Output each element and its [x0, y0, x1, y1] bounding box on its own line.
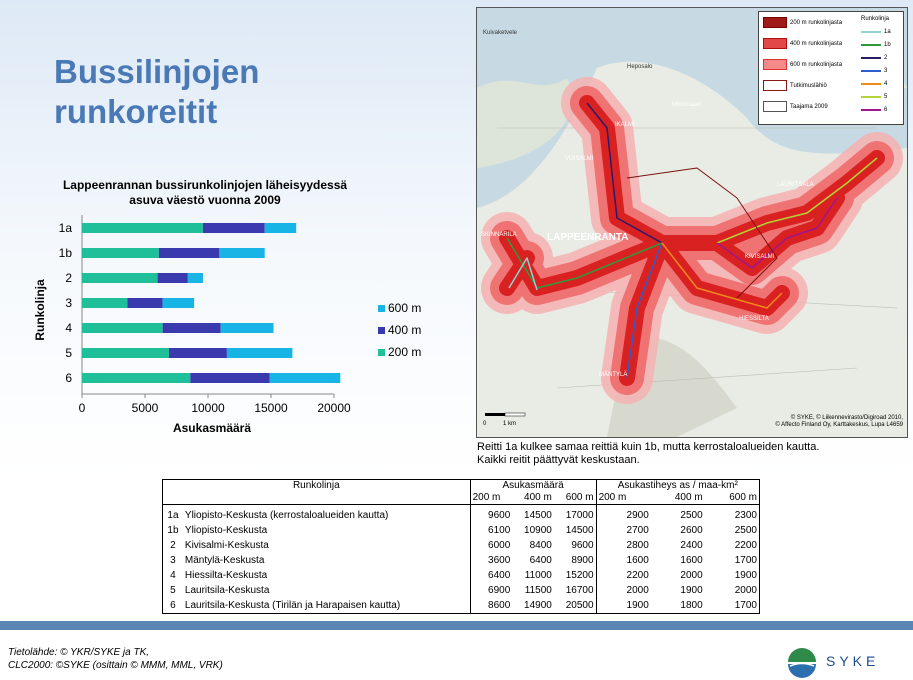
map-legend-route-line	[861, 83, 881, 85]
map-legend-route-header: Runkolinja	[861, 16, 890, 22]
bar-6-200m	[82, 373, 190, 383]
bar-6-600m	[270, 373, 341, 383]
table-cell-value: 6900	[470, 583, 512, 598]
map-place-ikalmi: IKALMI	[615, 122, 635, 128]
table-cell-name: Mäntylä-Keskusta	[184, 554, 265, 566]
table-cell-value: 3600	[470, 553, 512, 568]
map-caption-line2: Kaikki reitit päättyvät keskustaan.	[477, 454, 640, 466]
map-legend-item	[763, 16, 858, 29]
legend-label-200m: 200 m	[388, 345, 422, 359]
footer-band	[0, 621, 913, 630]
map-legend-route	[861, 25, 901, 38]
table-subheader-row	[163, 492, 760, 505]
map-legend-swatch	[763, 38, 787, 49]
map-copyright-line2: © Affecto Finland Oy, Karttakeskus, Lupa L4659	[775, 422, 903, 428]
table-cell-value: 2000	[680, 569, 703, 581]
bar-4-600m	[221, 323, 274, 333]
table-cell-value: 2400	[680, 539, 703, 551]
population-bar-chart	[28, 215, 448, 455]
table-header-population: Asukasmäärä	[470, 480, 596, 493]
table-subheader-blank	[163, 492, 471, 505]
x-tick-label: 20000	[317, 401, 351, 415]
y-tick-label: 5	[65, 346, 72, 360]
table-row	[163, 523, 760, 538]
map-place-heposalo: Heposalo	[627, 64, 653, 70]
table-cell-name: Yliopisto-Keskusta	[184, 524, 268, 536]
table-cell-value: 8400	[529, 539, 552, 551]
table-cell-value: 8900	[571, 554, 594, 566]
table-cell-value: 2200	[596, 568, 651, 583]
table-body	[163, 505, 760, 614]
bar-1a-600m	[265, 223, 297, 233]
table-cell-id: 2	[163, 538, 183, 553]
map-legend-item	[763, 58, 858, 71]
table-header-density: Asukastiheys as / maa-km²	[596, 480, 759, 493]
table-cell-value: 2200	[705, 538, 760, 553]
table-cell-value: 6100	[470, 523, 512, 538]
table-cell-id: 1b	[163, 523, 183, 538]
table-cell-value: 6000	[470, 538, 512, 553]
table-row	[163, 583, 760, 598]
y-tick-label: 2	[65, 271, 72, 285]
map-scale-label: 1 km	[503, 421, 517, 427]
map-legend-route	[861, 103, 901, 116]
syke-logo	[786, 644, 902, 678]
table-cell-value: 6400	[470, 568, 512, 583]
map-legend-route-label: 3	[884, 67, 888, 74]
table-cell-id: 4	[163, 568, 183, 583]
y-tick-label: 3	[65, 296, 72, 310]
bar-3-400m	[127, 298, 162, 308]
x-tick-label: 0	[78, 401, 86, 415]
map-legend-item	[763, 100, 858, 113]
table-subheader: 200 m	[596, 492, 651, 505]
bar-2-400m	[158, 273, 188, 283]
table-cell-value: 15200	[565, 569, 594, 581]
slide-title	[54, 52, 259, 132]
map-place-kivisalmi: KIVISALMI	[745, 254, 775, 260]
map-legend-label: 200 m runkolinjasta	[790, 19, 843, 26]
slide-title-line2: runkoreitit	[54, 93, 218, 130]
map-legend-route-line	[861, 109, 881, 111]
map-place-mikonsaari: Mikonsaari	[672, 102, 702, 108]
bar-2-600m	[188, 273, 203, 283]
map-place-hiessilta: HIESSILTA	[739, 316, 769, 322]
source-footer	[8, 646, 223, 672]
table-row	[163, 568, 760, 583]
bar-1b-200m	[82, 248, 159, 258]
table-row	[163, 505, 760, 524]
x-tick-label: 15000	[254, 401, 288, 415]
table-cell-value: 11500	[524, 584, 552, 596]
map-place-lappeenranta: LAPPEENRANTA	[547, 232, 629, 243]
map-legend-route-line	[861, 31, 881, 33]
table-cell-value: 11000	[524, 569, 552, 581]
legend-swatch-200m	[378, 349, 385, 356]
table-row	[163, 538, 760, 553]
table-cell-value: 9600	[571, 539, 594, 551]
table-cell-value: 1700	[705, 598, 760, 614]
map-legend-route-line	[861, 57, 881, 59]
bar-4-400m	[163, 323, 221, 333]
map-legend-routes	[861, 16, 901, 116]
map-legend-route-label: 2	[884, 54, 888, 61]
map-legend-swatch	[763, 101, 787, 112]
source-line1: Tietolähde: © YKR/SYKE ja TK,	[8, 647, 150, 658]
route-map[interactable]	[476, 7, 908, 438]
table-cell-value: 2700	[596, 523, 651, 538]
map-legend-label: Tutkimuslähiö	[790, 82, 827, 89]
map-legend-route-line	[861, 96, 881, 98]
map-legend-route	[861, 64, 901, 77]
bar-3-600m	[163, 298, 195, 308]
x-tick-label: 10000	[191, 401, 225, 415]
map-legend-route-label: 6	[884, 106, 888, 113]
map-legend-label: 400 m runkolinjasta	[790, 40, 843, 47]
bar-1a-400m	[203, 223, 265, 233]
map-copyright-line1: © SYKE, © Liikennevirasto/Digiroad 2010,	[790, 415, 903, 421]
table-cell-value: 2900	[596, 505, 651, 524]
route-table	[162, 479, 760, 614]
map-caption-line1: Reitti 1a kulkee samaa reittiä kuin 1b, mutta kerrostaloalueiden kautta.	[477, 441, 820, 453]
y-tick-label: 6	[65, 371, 72, 385]
table-cell-id: 6	[163, 598, 183, 614]
table-cell-value: 2300	[705, 505, 760, 524]
bar-6-400m	[190, 373, 269, 383]
map-legend-label: 600 m runkolinjasta	[790, 61, 843, 68]
table-cell-value: 2600	[680, 524, 703, 536]
syke-logo-icon	[788, 648, 816, 678]
table-cell-name: Kivisalmi-Keskusta	[184, 539, 269, 551]
map-legend-route	[861, 51, 901, 64]
y-tick-label: 1a	[58, 221, 72, 235]
table-cell-id: 1a	[163, 505, 183, 524]
map-legend-swatch	[763, 80, 787, 91]
map-legend-route	[861, 90, 901, 103]
chart-title-line1: Lappeenrannan bussirunkolinjojen läheisyydessä	[62, 178, 348, 192]
y-axis-label: Runkolinja	[33, 279, 47, 341]
map-legend-route-line	[861, 44, 881, 46]
table-subheader: 400 m	[512, 492, 554, 505]
table-cell-value: 1900	[596, 598, 651, 614]
table-cell-value: 14500	[524, 509, 552, 521]
table-cell-value: 1900	[680, 584, 703, 596]
table-cell-name: Lauritsila-Keskusta (Tirilän ja Harapaisen kautta)	[183, 598, 470, 614]
table-cell-value: 17000	[565, 509, 594, 521]
table-cell-value: 1800	[651, 598, 705, 614]
legend-swatch-600m	[378, 305, 385, 312]
bar-1a-200m	[82, 223, 203, 233]
table-header-route: Runkolinja	[163, 480, 471, 493]
map-legend-item	[763, 79, 858, 92]
map-place-skinnarila: SKINNARILA	[481, 232, 517, 238]
x-axis-label: Asukasmäärä	[172, 421, 252, 435]
map-legend-route-label: 1a	[884, 28, 891, 35]
table-cell-id: 3	[163, 553, 183, 568]
table-cell-id: 5	[163, 583, 183, 598]
table-cell-value: 1600	[680, 554, 703, 566]
table-cell-value: 20500	[554, 598, 596, 614]
table-cell-value: 1700	[705, 553, 760, 568]
map-legend-areas	[763, 16, 858, 121]
table-cell-value: 8600	[470, 598, 512, 614]
map-copyright	[775, 415, 903, 429]
map-legend-route	[861, 38, 901, 51]
table-cell-value: 1900	[705, 568, 760, 583]
table-subheader: 600 m	[554, 492, 596, 505]
map-place-voisalmi: VOISALMI	[565, 156, 594, 162]
map-legend-swatch	[763, 59, 787, 70]
bar-3-200m	[82, 298, 127, 308]
map-legend-label: Taajama 2009	[790, 103, 828, 110]
map-place-lauritsala: LAURITSALA	[777, 182, 814, 188]
bar-5-200m	[82, 348, 169, 358]
table-row	[163, 553, 760, 568]
y-tick-label: 4	[65, 321, 72, 335]
table-cell-value: 2500	[705, 523, 760, 538]
bar-5-400m	[169, 348, 227, 358]
table-cell-value: 2800	[596, 538, 651, 553]
bar-1b-400m	[159, 248, 219, 258]
slide-title-line1: Bussilinjojen	[54, 53, 260, 90]
map-place-kuivaketvele: Kuivaketvele	[483, 30, 518, 36]
legend-swatch-400m	[378, 327, 385, 334]
table-cell-name: Lauritsila-Keskusta	[184, 584, 270, 596]
map-legend-route-label: 1b	[884, 41, 891, 48]
table-row	[163, 598, 760, 614]
map-legend-route-label: 4	[884, 80, 888, 87]
bar-1b-600m	[219, 248, 264, 258]
map-place-mantyla: MÄNTYLÄ	[599, 372, 628, 378]
table-cell-value: 6400	[529, 554, 552, 566]
map-scale-zero: 0	[483, 421, 487, 427]
chart-title-line2: asuva väestö vuonna 2009	[129, 193, 281, 207]
map-caption	[477, 441, 819, 467]
table-cell-value: 10900	[524, 524, 552, 536]
map-legend-route-line	[861, 70, 881, 72]
bar-4-200m	[82, 323, 163, 333]
table-cell-value: 14900	[512, 598, 554, 614]
table-subheader: 400 m	[651, 492, 705, 505]
y-tick-label: 1b	[58, 246, 72, 260]
bar-2-200m	[82, 273, 158, 283]
syke-logo-text: SYKE	[826, 653, 880, 669]
chart-title	[60, 178, 350, 208]
legend-label-400m: 400 m	[388, 323, 422, 337]
table-subheader: 600 m	[705, 492, 760, 505]
table-cell-value: 2500	[680, 509, 703, 521]
source-line2: CLC2000: ©SYKE (osittain © MMM, MML, VRK)	[8, 660, 223, 671]
map-legend-swatch	[763, 17, 787, 28]
table-cell-value: 2000	[705, 583, 760, 598]
bar-5-600m	[227, 348, 293, 358]
table-cell-value: 2000	[596, 583, 651, 598]
map-legend	[758, 11, 904, 125]
legend-label-600m: 600 m	[388, 301, 422, 315]
table-cell-name: Hiessilta-Keskusta	[184, 569, 268, 581]
map-legend-route-label: 5	[884, 93, 888, 100]
x-tick-label: 5000	[131, 401, 159, 415]
table-cell-value: 16700	[565, 584, 594, 596]
map-legend-item	[763, 37, 858, 50]
table-cell-value: 14500	[565, 524, 594, 536]
table-cell-value: 1600	[596, 553, 651, 568]
table-cell-value: 9600	[470, 505, 512, 524]
map-legend-route	[861, 77, 901, 90]
table-subheader: 200 m	[470, 492, 512, 505]
table-cell-name: Yliopisto-Keskusta (kerrostaloalueiden kautta)	[184, 509, 389, 521]
